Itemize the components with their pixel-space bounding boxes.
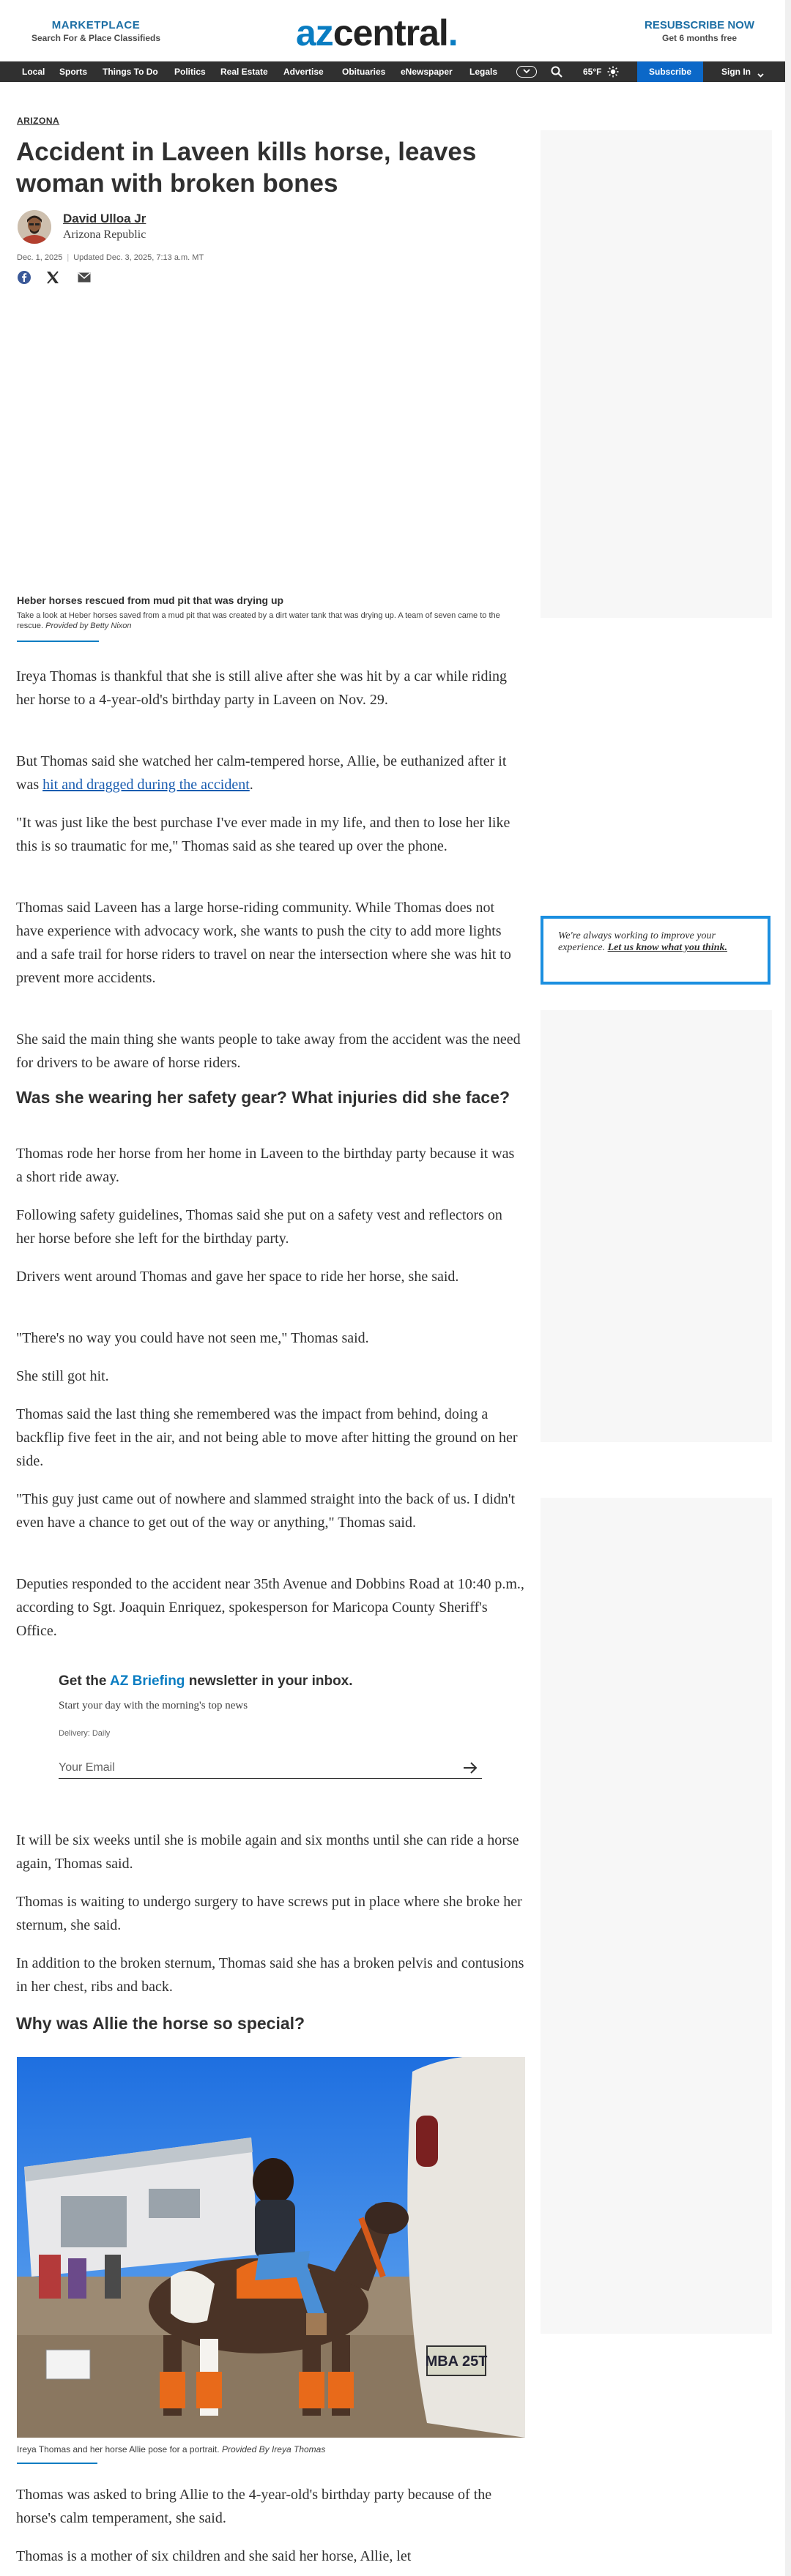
ad-slot-3[interactable]	[541, 1498, 772, 2334]
email-share-button[interactable]	[78, 271, 91, 286]
paragraph-10: She still got hit.	[16, 1368, 109, 1384]
nav-item-obituaries[interactable]: Obituaries	[342, 67, 386, 77]
newsletter-delivery: Delivery: Daily	[59, 1729, 111, 1738]
nav-item-politics[interactable]: Politics	[174, 67, 206, 77]
paragraph-18: Thomas is a mother of six children and she said her horse, Allie, let	[16, 2548, 412, 2564]
resubscribe-link[interactable]	[630, 19, 769, 43]
accident-link[interactable]: hit and dragged during the accident	[42, 777, 250, 793]
paragraph-5: She said the main thing she wants people to take away from the accident was the need for drivers to be aware of horse riders.	[16, 1031, 521, 1071]
search-button[interactable]	[551, 66, 562, 81]
marketplace-link[interactable]	[26, 19, 166, 43]
nav-item-enewspaper[interactable]: eNewspaper	[401, 67, 453, 77]
facebook-share-button[interactable]	[18, 271, 31, 288]
nav-item-sports[interactable]: Sports	[59, 67, 88, 77]
nav-item-real-estate[interactable]: Real Estate	[220, 67, 268, 77]
photo-caption-divider	[17, 2463, 97, 2464]
author-avatar[interactable]	[18, 210, 51, 244]
photo-caption: Ireya Thomas and her horse Allie pose for a portrait. Provided By Ireya Thomas	[17, 2444, 326, 2454]
updated-date: Updated Dec. 3, 2025, 7:13 a.m. MT	[73, 253, 204, 262]
paragraph-9: "There's no way you could have not seen me," Thomas said.	[16, 1330, 369, 1346]
feedback-link[interactable]: Let us know what you think.	[607, 942, 728, 953]
chevron-down-icon[interactable]	[757, 68, 764, 81]
paragraph-14: It will be six weeks until she is mobile again and six months until she can ride a horse again, Thomas said.	[16, 1832, 519, 1872]
publish-date: Dec. 1, 2025	[17, 253, 63, 262]
author-name[interactable]: David Ulloa Jr	[63, 212, 146, 225]
author-organization: Arizona Republic	[63, 228, 146, 241]
caption-divider	[17, 641, 99, 642]
paragraph-8: Drivers went around Thomas and gave her space to ride her horse, she said.	[16, 1269, 459, 1285]
video-caption-credit: Provided by Betty Nixon	[45, 621, 132, 630]
azcentral-logo[interactable]: azcentral.	[296, 12, 458, 53]
ad-slot-1[interactable]	[541, 130, 772, 618]
paragraph-12: "This guy just came out of nowhere and slammed straight into the back of us. I didn't even have a chance to get out of the way or anything," Thomas said.	[16, 1491, 516, 1531]
x-icon	[45, 271, 60, 284]
nav-item-advertise[interactable]: Advertise	[283, 67, 324, 77]
ad-slot-2[interactable]	[541, 1010, 772, 1442]
video-caption-title: Heber horses rescued from mud pit that was drying up	[17, 594, 284, 606]
search-icon	[551, 66, 562, 78]
weather-temperature[interactable]: 65°F	[583, 67, 602, 77]
scrollbar[interactable]	[785, 0, 791, 2576]
article-photo-horse[interactable]	[17, 2057, 525, 2438]
email-icon	[78, 272, 91, 283]
paragraph-13: Deputies responded to the accident near 35th Avenue and Dobbins Road at 10:40 p.m., according to Sgt. Joaquin Enriquez, spokesperson for Maricopa County Sheriff's Office.	[16, 1576, 524, 1639]
paragraph-6: Thomas rode her horse from her home in Laveen to the birthday party because it was a short ride away.	[16, 1146, 515, 1185]
sun-icon[interactable]	[607, 66, 619, 81]
section-label[interactable]: ARIZONA	[17, 116, 60, 126]
newsletter-title: Get the AZ Briefing newsletter in your inbox.	[59, 1673, 353, 1689]
photo-credit: Provided By Ireya Thomas	[221, 2444, 326, 2454]
paragraph-3: "It was just like the best purchase I've ever made in my life, and then to lose her like this is so traumatic for me," Thomas said as she teared up over the phone.	[16, 815, 510, 854]
site-header	[0, 0, 791, 61]
marketplace-subtitle: Search For & Place Classifieds	[31, 33, 161, 43]
arrow-right-icon	[463, 1761, 478, 1774]
nav-item-things-to-do[interactable]: Things To Do	[103, 67, 158, 77]
x-share-button[interactable]	[45, 271, 60, 288]
section-heading-allie: Why was Allie the horse so special?	[16, 2014, 305, 2033]
feedback-box: We're always working to improve your experience. Let us know what you think.	[541, 916, 770, 985]
nav-item-legals[interactable]: Legals	[469, 67, 498, 77]
resubscribe-title: RESUBSCRIBE NOW	[644, 19, 754, 31]
main-nav	[0, 61, 791, 82]
paragraph-2: But Thomas said she watched her calm-tempered horse, Allie, be euthanized after it was hit and dragged during the accident.	[16, 753, 507, 793]
resubscribe-subtitle: Get 6 months free	[661, 33, 738, 43]
facebook-icon	[18, 271, 31, 284]
chevron-down-icon	[523, 69, 530, 74]
newsletter-subtitle: Start your day with the morning's top news	[59, 1700, 248, 1711]
video-caption-text: Take a look at Heber horses saved from a mud pit that was created by a dirt water tank that was drying up. A team of seven came to the rescue. Provided by Betty Nixon	[17, 611, 500, 630]
newsletter-brand: AZ Briefing	[110, 1673, 185, 1689]
paragraph-1: Ireya Thomas is thankful that she is still alive after she was hit by a car while riding her horse to a 4-year-old's birthday party in Laveen on Nov. 29.	[16, 668, 508, 708]
paragraph-16: In addition to the broken sternum, Thomas said she has a broken pelvis and contusions in her chest, ribs and back.	[16, 1955, 524, 1995]
paragraph-17: Thomas was asked to bring Allie to the 4-year-old's birthday party because of the horse's calm temperament, she said.	[16, 2487, 492, 2526]
dateline: Dec. 1, 2025 | Updated Dec. 3, 2025, 7:13 a.m. MT	[17, 253, 204, 262]
sign-in-button[interactable]: Sign In	[721, 67, 751, 77]
paragraph-15: Thomas is waiting to undergo surgery to have screws put in place where she broke her sternum, she said.	[16, 1894, 522, 1933]
article-headline: Accident in Laveen kills horse, leaves woman with broken bones	[16, 138, 477, 198]
paragraph-4: Thomas said Laveen has a large horse-riding community. While Thomas does not have experience with advocacy work, she wants to push the city to add more lights and a safe trail for horse riders to travel on near the intersection where she was hit to prevent more accidents.	[16, 900, 511, 986]
paragraph-7: Following safety guidelines, Thomas said she put on a safety vest and reflectors on her horse before she left for the birthday party.	[16, 1207, 502, 1247]
nav-item-local[interactable]: Local	[22, 67, 45, 77]
marketplace-title: MARKETPLACE	[51, 19, 141, 31]
video-player[interactable]	[16, 291, 526, 589]
newsletter-email-input[interactable]	[59, 1757, 482, 1779]
paragraph-11: Thomas said the last thing she remembered was the impact from behind, doing a backflip five feet in the air, and not being able to move after hitting the ground on her side.	[16, 1406, 518, 1469]
more-menu-button[interactable]	[516, 66, 537, 78]
section-heading-safety: Was she wearing her safety gear? What injuries did she face?	[16, 1088, 510, 1107]
subscribe-button[interactable]: Subscribe	[637, 61, 703, 82]
newsletter-submit-button[interactable]	[463, 1761, 478, 1774]
license-plate-text: MBA 25T	[425, 2353, 488, 2370]
